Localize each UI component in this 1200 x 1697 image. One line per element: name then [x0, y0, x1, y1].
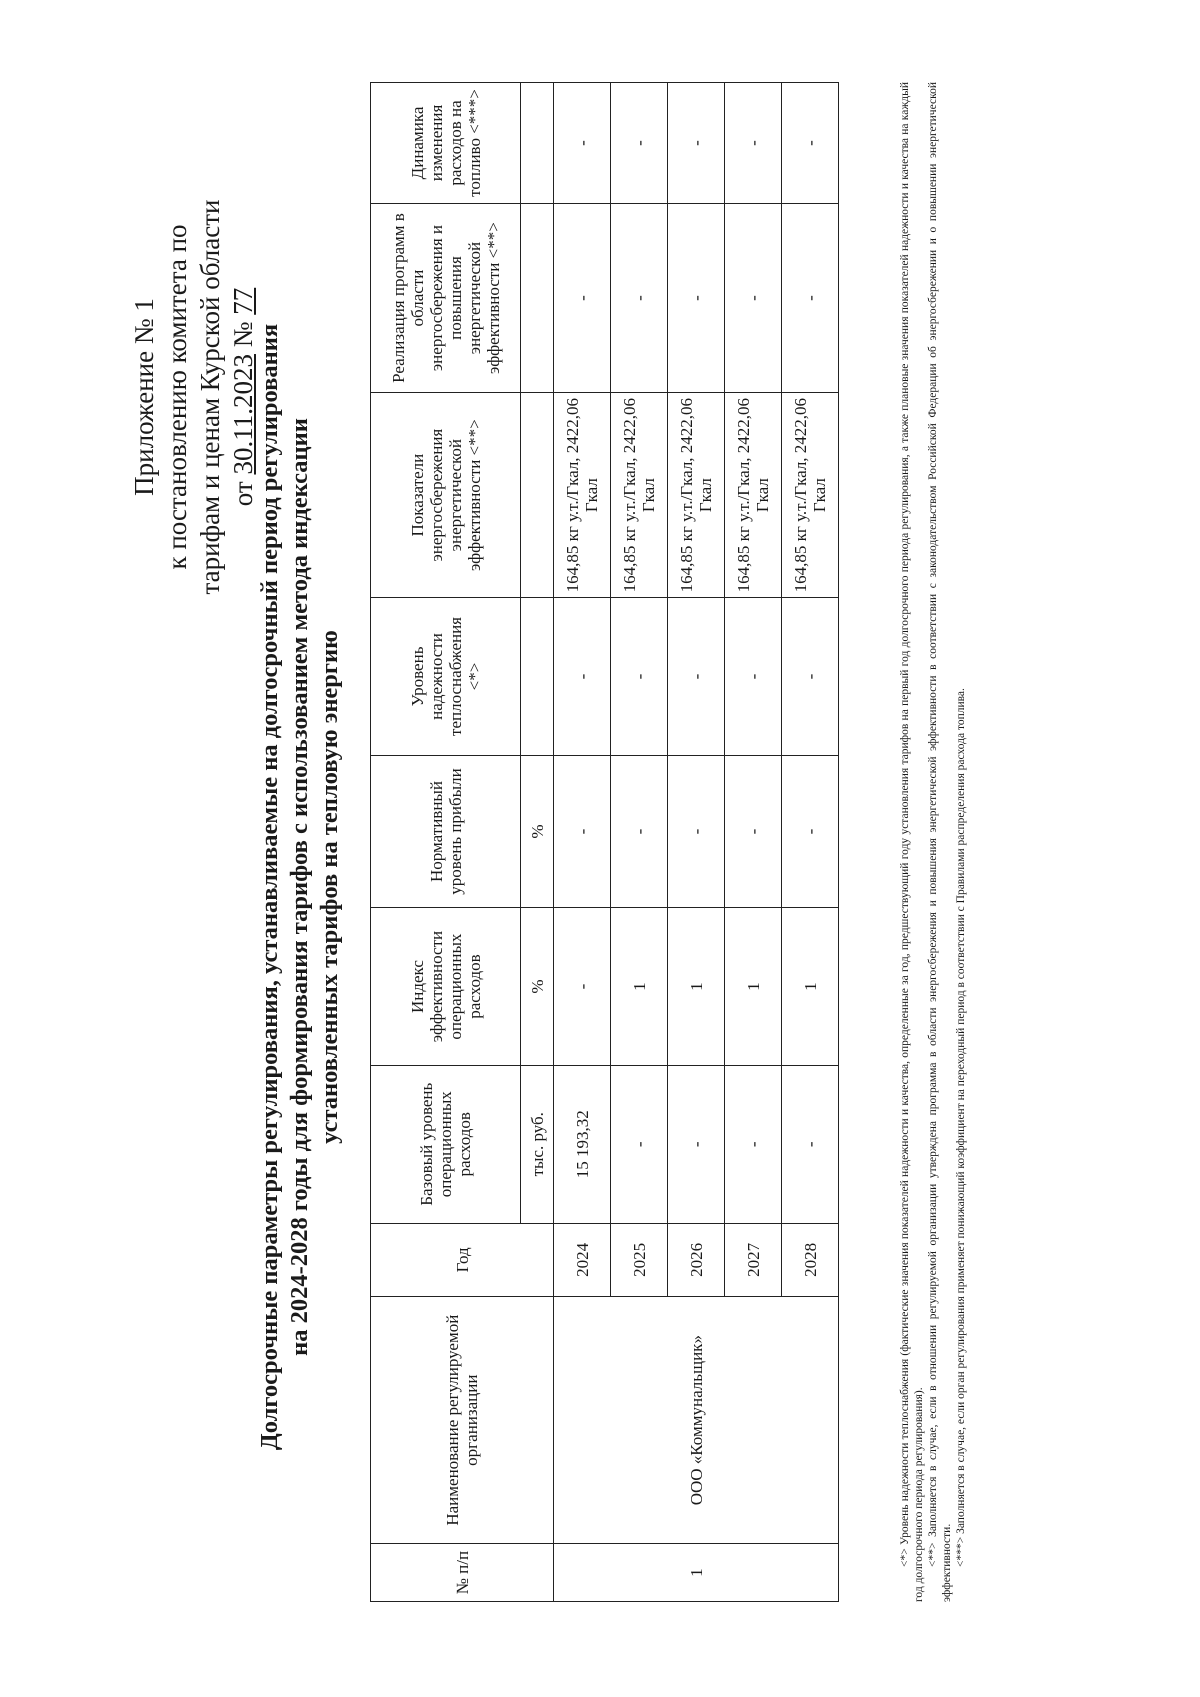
- title-line-2: на 2024-2028 годы для формирования тарифов с использованием метода индексации: [286, 418, 313, 1356]
- cell-base: -: [782, 1065, 839, 1223]
- title-line-1: Долгосрочные параметры регулирования, устанавливаемые на долгосрочный период регулирования: [256, 323, 283, 1451]
- cell-profit: -: [725, 755, 782, 907]
- cell-index: 1: [782, 908, 839, 1066]
- appendix-title: Приложение № 1: [129, 298, 159, 496]
- cell-year: 2024: [554, 1223, 611, 1297]
- cell-reliability: -: [782, 598, 839, 756]
- appendix-line-2: к постановлению комитета по: [162, 224, 192, 570]
- table-row: [554, 83, 611, 1602]
- title-line-3: установленных тарифов на тепловую энергию: [316, 630, 343, 1144]
- footnote-fuel: <***> Заполняется в случае, если орган регулирования применяет понижающий коэффициент на переходный период в соответствии с Правилами распределения расхода топлива.: [955, 688, 967, 1567]
- footnote-energy: <**> Заполняется в случае, если в отношении регулируемой организации утверждена программа в области энергосбережения и повышения энергетической эффективности в соответствии с законодательством Российской Федерации об энергосбережении и о повышении энергетической эффективности.: [927, 82, 953, 1602]
- cell-program: -: [668, 203, 725, 392]
- cell-fuel: -: [725, 83, 782, 204]
- cell-fuel: -: [782, 83, 839, 204]
- unit-energy: [521, 393, 554, 598]
- cell-year: 2026: [668, 1223, 725, 1297]
- number-prefix: №: [228, 314, 258, 355]
- cell-reliability: -: [554, 598, 611, 756]
- table-header-row: [371, 83, 521, 1602]
- cell-index: 1: [668, 908, 725, 1066]
- cell-energy: 164,85 кг у.т./Гкал, 2422,06 Гкал: [725, 393, 782, 598]
- unit-profit: %: [521, 755, 554, 907]
- cell-profit: -: [554, 755, 611, 907]
- cell-profit: -: [611, 755, 668, 907]
- cell-fuel: -: [668, 83, 725, 204]
- cell-program: -: [725, 203, 782, 392]
- org-name: ООО «Коммунальщик»: [554, 1297, 839, 1544]
- decree-date: 30.11.2023: [228, 354, 258, 475]
- cell-year: 2027: [725, 1223, 782, 1297]
- unit-program: [521, 203, 554, 392]
- footnote-reliability: <*> Уровень надежности теплоснабжения (фактические значения показателей надежности и качества, определенные за год, предшествующий году установления тарифов на первый год долгосрочного периода регулирования, а также плановые значения показателей надежности и качества на каждый год долгосрочного периода регулирования).: [899, 82, 925, 1602]
- cell-base: 15 193,32: [554, 1065, 611, 1223]
- header-energy: Показатели энергосбережения энергетической эффективности <**>: [371, 393, 521, 598]
- cell-fuel: -: [611, 83, 668, 204]
- header-profit: Нормативный уровень прибыли: [371, 755, 521, 907]
- cell-reliability: -: [611, 598, 668, 756]
- header-org: Наименование регулируемой организации: [371, 1297, 554, 1544]
- appendix-line-3: тарифам и ценам Курской области: [195, 199, 225, 595]
- cell-energy: 164,85 кг у.т./Гкал, 2422,06 Гкал: [554, 393, 611, 598]
- header-base: Базовый уровень операционных расходов: [371, 1065, 521, 1223]
- cell-year: 2025: [611, 1223, 668, 1297]
- org-number: 1: [554, 1544, 839, 1602]
- unit-fuel: [521, 83, 554, 204]
- header-num: № п/п: [371, 1544, 554, 1602]
- cell-index: -: [554, 908, 611, 1066]
- cell-index: 1: [611, 908, 668, 1066]
- header-year: Год: [371, 1223, 554, 1297]
- cell-base: -: [725, 1065, 782, 1223]
- unit-index: %: [521, 908, 554, 1066]
- cell-program: -: [554, 203, 611, 392]
- cell-year: 2028: [782, 1223, 839, 1297]
- unit-base: тыс. руб.: [521, 1065, 554, 1223]
- cell-energy: 164,85 кг у.т./Гкал, 2422,06 Гкал: [782, 393, 839, 598]
- cell-energy: 164,85 кг у.т./Гкал, 2422,06 Гкал: [611, 393, 668, 598]
- cell-program: -: [611, 203, 668, 392]
- cell-fuel: -: [554, 83, 611, 204]
- header-index: Индекс эффективности операционных расходов: [371, 908, 521, 1066]
- date-prefix: от: [228, 474, 258, 507]
- footnotes: [898, 82, 968, 1602]
- cell-program: -: [782, 203, 839, 392]
- unit-reliability: [521, 598, 554, 756]
- decree-number: 77: [228, 287, 258, 315]
- header-reliability: Уровень надежности теплоснабжения <*>: [371, 598, 521, 756]
- cell-energy: 164,85 кг у.т./Гкал, 2422,06 Гкал: [668, 393, 725, 598]
- cell-reliability: -: [725, 598, 782, 756]
- document-title: [255, 297, 345, 1477]
- cell-profit: -: [668, 755, 725, 907]
- parameters-table: [370, 82, 839, 1602]
- header-fuel: Динамика изменения расходов на топливо <***>: [371, 83, 521, 204]
- cell-base: -: [668, 1065, 725, 1223]
- cell-reliability: -: [668, 598, 725, 756]
- header-program: Реализация программ в области энергосбережения и повышения энергетической эффективности <**>: [371, 203, 521, 392]
- cell-profit: -: [782, 755, 839, 907]
- cell-base: -: [611, 1065, 668, 1223]
- cell-index: 1: [725, 908, 782, 1066]
- appendix-header: [128, 137, 260, 657]
